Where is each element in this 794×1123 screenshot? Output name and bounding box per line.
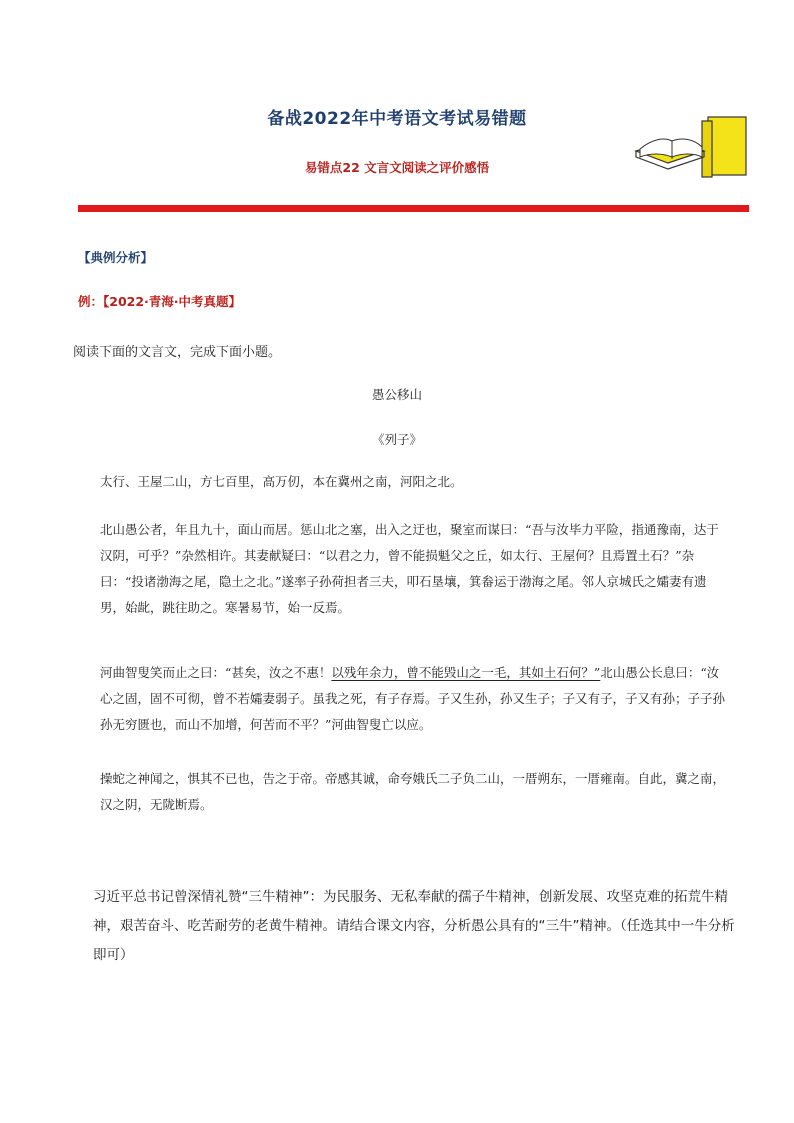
underlined-sentence: 以残年余力，曾不能毁山之一毛，其如土石何？” — [331, 665, 601, 680]
page-title: 备战2022年中考语文考试易错题 — [267, 109, 527, 129]
classical-text-author: 《列子》 — [371, 432, 422, 447]
passage-p3-end: 北山愚公长息曰：“汝心之固，固不可彻，曾不若孀妻弱子。虽我之死，有子存焉。子又生孙，孙又生子；子又有子，子又有孙；子子孙孙无穷匮也，而山不加增，何苦而不平？”河曲智叟亡以应。 — [100, 665, 726, 732]
classical-text-title: 愚公移山 — [371, 387, 422, 402]
reading-instruction: 阅读下面的文言文，完成下面小题。 — [73, 345, 282, 360]
example-source-label: 例：【2022·青海·中考真题】 — [78, 294, 242, 309]
passage-paragraph-2: 北山愚公者，年且九十，面山而居。惩山北之塞，出入之迂也，聚室而谋曰：“吾与汝毕力平险，指通豫南，达于汉阴，可乎？”杂然相许。其妻献疑曰：“以君之力，曾不能损魁父之丘，如太行、王屋何？且焉置土石？”杂曰：“投诸渤海之尾，隐土之北。”遂率子孙荷担者三夫，叩石垦壤，箕畚运于渤海之尾。邻人京城氏之孀妻有遗男，始龀，跳往助之。寒暑易节，始一反焉。 — [100, 522, 719, 615]
passage-paragraph-4: 操蛇之神闻之，惧其不已也，告之于帝。帝感其诚，命夸娥氏二子负二山，一厝朔东，一厝雍南。自此，冀之南，汉之阴，无陇断焉。 — [100, 771, 726, 812]
page-subtitle: 易错点22 文言文阅读之评价感悟 — [304, 160, 490, 175]
passage-paragraph-1: 太行、王屋二山，方七百里，高万仞，本在冀州之南，河阳之北。 — [100, 474, 463, 489]
passage-paragraph-3 — [100, 660, 728, 738]
passage-p3-start: 河曲智叟笑而止之曰：“甚矣，汝之不惠！ — [100, 665, 332, 680]
header-divider — [78, 205, 749, 212]
question-text: 习近平总书记曾深情礼赞“三牛精神”：为民服务、无私奉献的孺子牛精神，创新发展、攻坚克难的拓荒牛精神，艰苦奋斗、吃苦耐劳的老黄牛精神。请结合课文内容，分析愚公具有的“三牛”精神。（任选其中一牛分析即可） — [93, 889, 735, 963]
section-label: 【典例分析】 — [78, 250, 154, 265]
open-book-icon — [632, 113, 750, 179]
